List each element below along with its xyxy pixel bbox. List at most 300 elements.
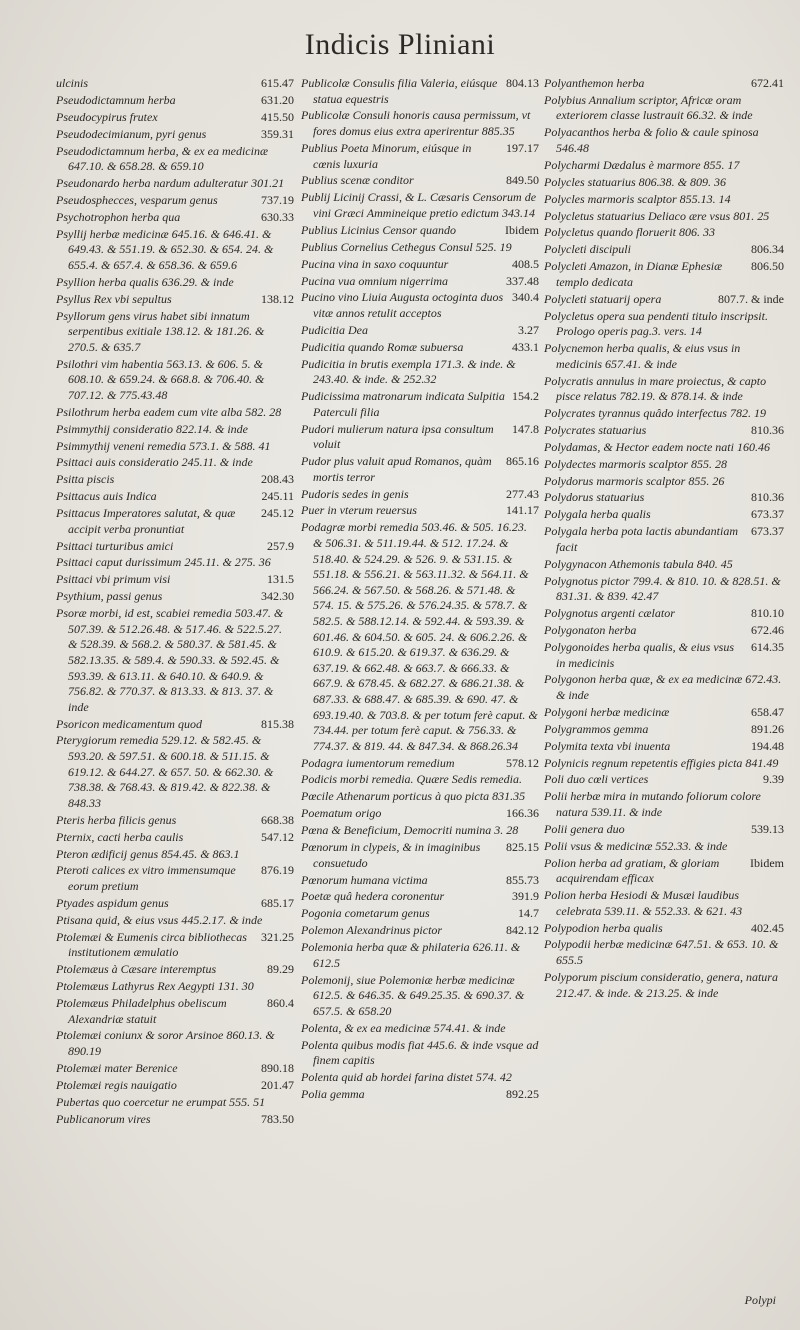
entry-reference: 668.38: [261, 812, 294, 827]
entry-text: Polycratis annulus in mare proiectus, & capto pisce relatus 782.19. & 878.14. & inde: [544, 373, 767, 404]
entry-text: Pudor plus valuit apud Romanos, quàm mortis terror: [301, 454, 492, 484]
entry-reference: 208.43: [261, 472, 294, 487]
entry-reference: 783.50: [261, 1111, 294, 1126]
entry-reference: 277.43: [506, 486, 539, 501]
entry-reference: 138.12: [261, 291, 294, 306]
entry-text: Ptolemæi coniunx & soror Arsinoe 860.13. & 890.19: [56, 1028, 275, 1059]
entry-text: Psittacus Imperatores salutat, & quæ accipit verba pronuntiat: [56, 506, 236, 536]
entry-text: Pogonia cometarum genus: [301, 906, 430, 921]
index-entry: [301, 840, 539, 871]
entry-reference: 614.35: [751, 639, 784, 654]
index-entry: [301, 487, 539, 503]
entry-text: Polynicis regnum repetentis effigies picta 841.49: [544, 755, 779, 770]
entry-text: Polemonij, siue Polemoniæ herbæ medicinæ 612.5. & 646.35. & 649.25.35. & 690.37. & 657.5. & 658.20: [301, 972, 525, 1018]
index-entry: [301, 1038, 539, 1069]
entry-text: Polyporum piscium consideratio, genera, natura 212.47. & inde. & 213.25. & inde: [544, 969, 778, 1000]
index-entry: [301, 190, 539, 221]
entry-reference: 673.37: [751, 507, 784, 522]
entry-text: Pudicissima matronarum indicata Sulpitia Paterculi filia: [301, 389, 505, 419]
entry-reference: 415.50: [261, 109, 294, 124]
entry-text: Ptyades aspidum genus: [56, 895, 169, 910]
entry-reference: 876.19: [261, 863, 294, 878]
index-entry: [544, 640, 784, 671]
entry-text: Publius scenæ conditor: [301, 173, 414, 188]
entry-text: Pudori mulierum natura ipsa consultum voluit: [301, 421, 494, 452]
entry-text: Pucina vina in saxo coquuntur: [301, 256, 449, 271]
index-entry: [544, 856, 784, 887]
index-entry: [301, 1087, 539, 1103]
index-entry: [56, 863, 294, 894]
entry-reference: 547.12: [261, 829, 294, 844]
entry-text: Poetæ quâ hedera coronentur: [301, 889, 445, 904]
index-entry: [301, 173, 539, 189]
index-entry: [544, 242, 784, 258]
entry-text: Polycleti discipuli: [544, 242, 631, 257]
entry-text: Polemonia herba quæ & philateria 626.11. & 612.5: [301, 940, 521, 970]
index-entry: [544, 822, 784, 838]
entry-reference: 842.12: [506, 923, 539, 938]
index-entry: [544, 225, 784, 241]
index-entry: [544, 574, 784, 605]
index-entry: [544, 125, 784, 156]
index-entry: [56, 357, 294, 404]
entry-text: ulcinis: [56, 76, 88, 90]
entry-text: Polii herbæ mira in mutando foliorum colore natura 539.11. & inde: [544, 789, 761, 819]
index-entry: [56, 193, 294, 209]
index-entry: [301, 503, 539, 519]
index-entry: [544, 93, 784, 124]
entry-reference: Ibidem: [505, 222, 539, 237]
entry-reference: 245.11: [261, 489, 294, 504]
index-entry: [544, 76, 784, 92]
entry-reference: 810.10: [751, 606, 784, 621]
entry-text: Polenta, & ex ea medicinæ 574.41. & inde: [301, 1020, 506, 1035]
index-entry: [301, 422, 539, 453]
entry-text: Ptisana quid, & eius vsus 445.2.17. & inde: [56, 912, 263, 927]
entry-text: Polymita texta vbi inuenta: [544, 738, 671, 753]
entry-reference: 806.50: [751, 259, 784, 274]
index-entry: [301, 76, 539, 107]
index-entry: [56, 555, 294, 571]
entry-text: Polydectes marmoris scalptor 855. 28: [544, 456, 727, 471]
entry-text: Polemon Alexandrinus pictor: [301, 923, 443, 938]
index-entry: [56, 896, 294, 912]
index-entry: [544, 772, 784, 788]
entry-text: Publij Licinij Crassi, & L. Cæsaris Censorum de vini Græci Ammineique pretio edictum 343.14: [301, 190, 537, 220]
index-entry: [301, 257, 539, 273]
entry-reference: 340.4: [512, 290, 539, 305]
index-entry: [56, 1028, 294, 1059]
entry-text: Psimmythij veneni remedia 573.1. & 588. 41: [56, 438, 271, 453]
entry-text: Psittaci vbi primum visi: [56, 572, 171, 587]
index-entry: [544, 839, 784, 855]
entry-text: Polygala herba pota lactis abundantiam facit: [544, 524, 738, 554]
entry-reference: 806.34: [751, 242, 784, 257]
entry-text: Pudoris sedes in genis: [301, 486, 409, 501]
index-entry: [544, 970, 784, 1001]
index-entry: [56, 1061, 294, 1077]
entry-text: Psittaci auis consideratio 245.11. & inde: [56, 455, 253, 470]
index-entry: [544, 209, 784, 225]
entry-text: Podicis morbi remedia. Quære Sedis remedia.: [301, 772, 522, 787]
entry-text: Polycrates statuarius: [544, 422, 647, 437]
entry-text: Polydorus statuarius: [544, 490, 645, 505]
entry-text: Podagra iumentorum remedium: [301, 755, 455, 770]
page-header: Indicis Pliniani: [304, 28, 496, 61]
entry-reference: 630.33: [261, 209, 294, 224]
entry-text: Polion herba ad gratiam, & gloriam acquirendam efficax: [544, 855, 720, 886]
index-entry: [544, 490, 784, 506]
index-entry: [544, 722, 784, 738]
index-entry: [56, 309, 294, 356]
entry-reference: 321.25: [261, 929, 294, 944]
index-entry: [301, 389, 539, 420]
index-entry: [301, 772, 539, 788]
index-entry: [301, 290, 539, 321]
index-entry: [56, 405, 294, 421]
entry-text: Polybius Annalium scriptor, Africæ oram exteriorem classe lustrauit 66.32. & inde: [544, 92, 753, 123]
entry-text: Publius Licinius Censor quando: [301, 222, 457, 237]
entry-reference: 391.9: [512, 889, 539, 904]
entry-text: Pseudodictamnum herba: [56, 92, 176, 107]
index-entry: [56, 227, 294, 274]
entry-reference: 810.36: [751, 490, 784, 505]
index-entry: [544, 524, 784, 555]
entry-text: Psyllion herba qualis 636.29. & inde: [56, 274, 234, 289]
index-entry: [301, 906, 539, 922]
index-entry: [301, 889, 539, 905]
index-entry: [56, 1112, 294, 1128]
entry-reference: 631.20: [261, 92, 294, 107]
entry-text: Pœcile Athenarum porticus à quo picta 831.35: [301, 789, 526, 804]
index-entry: [301, 141, 539, 172]
entry-text: Polyanthemon herba: [544, 76, 645, 90]
index-entry: [56, 539, 294, 555]
index-entry: [56, 144, 294, 175]
entry-text: Psimmythij consideratio 822.14. & inde: [56, 421, 248, 436]
index-entry: [544, 406, 784, 422]
index-entry: [544, 672, 784, 703]
entry-text: Polygnotus argenti cælator: [544, 606, 675, 621]
entry-text: Psittaci turturibus amici: [56, 538, 174, 553]
entry-reference: 147.8: [512, 421, 539, 436]
entry-reference: 849.50: [506, 173, 539, 188]
index-entry: [544, 921, 784, 937]
entry-text: Pseudodictamnum herba, & ex ea medicinæ 647.10. & 658.28. & 659.10: [56, 143, 268, 174]
entry-text: Polypodion herba qualis: [544, 920, 663, 935]
entry-text: Psilothrum herba eadem cum vite alba 582. 28: [56, 404, 282, 419]
entry-text: Pteroti calices ex vitro immensumque eorum pretium: [56, 863, 236, 893]
index-entry: [56, 813, 294, 829]
entry-text: Psilothri vim habentia 563.13. & 606. 5. & 608.10. & 659.24. & 668.8. & 706.40. & 707.12. & 775.43.48: [56, 356, 265, 402]
index-entry: [301, 923, 539, 939]
entry-text: Polycletus opera sua pendenti titulo inscripsit. Prologo operis pag.3. vers. 14: [544, 308, 768, 339]
entry-text: Polycleti Amazon, in Dianæ Ephesiæ templo dedicata: [544, 259, 723, 289]
entry-text: Polydorus marmoris scalptor 855. 26: [544, 473, 725, 488]
entry-text: Ptolemæus à Cæsare interemptus: [56, 962, 217, 977]
entry-reference: 14.7: [518, 906, 539, 921]
index-entry: [56, 572, 294, 588]
index-entry: [56, 93, 294, 109]
entry-text: Pucina vua omnium nigerrima: [301, 273, 448, 288]
entry-reference: 673.37: [751, 524, 784, 539]
entry-reference: 815.38: [261, 716, 294, 731]
entry-reference: 685.17: [261, 895, 294, 910]
index-entry: [301, 1021, 539, 1037]
entry-reference: 408.5: [512, 256, 539, 271]
index-entry: [544, 341, 784, 372]
entry-reference: 855.73: [506, 872, 539, 887]
entry-reference: 539.13: [751, 821, 784, 836]
index-entry: [301, 520, 539, 754]
entry-text: Psyllus Rex vbi sepultus: [56, 291, 172, 306]
index-entry: [301, 454, 539, 485]
entry-reference: 3.27: [518, 322, 539, 337]
index-entry: [56, 76, 294, 92]
entry-reference: 141.17: [506, 503, 539, 518]
entry-reference: 201.47: [261, 1077, 294, 1092]
index-entry: [544, 158, 784, 174]
entry-text: Ptolemæus Philadelphus obeliscum Alexandriæ statuit: [56, 995, 227, 1026]
entry-text: Poematum origo: [301, 806, 382, 821]
index-entry: [544, 474, 784, 490]
entry-reference: 342.30: [261, 589, 294, 604]
index-column-1: [56, 76, 294, 1128]
entry-text: Polion herba Hesiodi & Musæi laudibus celebrata 539.11. & 552.33. & 621. 43: [544, 888, 743, 918]
entry-text: Publius Cornelius Cethegus Consul 525. 19: [301, 239, 512, 254]
index-entry: [56, 962, 294, 978]
index-entry: [301, 240, 539, 256]
entry-reference: 166.36: [506, 806, 539, 821]
index-entry: [301, 823, 539, 839]
index-entry: [56, 733, 294, 811]
entry-reference: 433.1: [512, 339, 539, 354]
entry-text: Psythium, passi genus: [56, 589, 163, 604]
entry-text: Ptolemæi & Eumenis circa bibliothecas institutionem æmulatio: [56, 929, 247, 960]
entry-reference: 402.45: [751, 920, 784, 935]
entry-reference: 672.46: [751, 623, 784, 638]
index-entry: [301, 223, 539, 239]
index-entry: [56, 996, 294, 1027]
entry-reference: 89.29: [267, 962, 294, 977]
entry-text: Publicolæ Consulis filia Valeria, eiúsque statua equestris: [301, 76, 498, 106]
index-entry: [544, 457, 784, 473]
entry-text: Pternix, cacti herba caulis: [56, 829, 184, 844]
index-entry: [544, 440, 784, 456]
entry-reference: 154.2: [512, 389, 539, 404]
entry-text: Pubertas quo coercetur ne erumpat 555. 51: [56, 1094, 266, 1109]
index-entry: [544, 507, 784, 523]
entry-text: Pœna & Beneficium, Democriti numina 3. 28: [301, 823, 519, 838]
entry-text: Pseudonardo herba nardum adulteratur 301.21: [56, 176, 285, 191]
index-entry: [544, 789, 784, 820]
entry-reference: 807.7. & inde: [718, 291, 784, 306]
entry-text: Psitta piscis: [56, 472, 115, 487]
entry-reference: 359.31: [261, 126, 294, 141]
index-entry: [56, 422, 294, 438]
entry-text: Poli duo cœli vertices: [544, 772, 649, 787]
entry-text: Polypodii herbæ medicinæ 647.51. & 653. 10. & 655.5: [544, 937, 779, 968]
entry-text: Polygoni herbæ medicinæ: [544, 704, 670, 719]
entry-text: Pudicitia Dea: [301, 322, 368, 337]
entry-text: Polygonaton herba: [544, 623, 637, 638]
entry-reference: 131.5: [267, 572, 294, 587]
index-entry: [56, 110, 294, 126]
entry-reference: 245.12: [261, 506, 294, 521]
entry-text: Pudicitia quando Romæ subuersa: [301, 339, 464, 354]
index-entry: [544, 705, 784, 721]
index-entry: [544, 374, 784, 405]
index-entry: [301, 940, 539, 971]
entry-text: Polygonoides herba qualis, & eius vsus in medicinis: [544, 639, 734, 670]
entry-reference: 197.17: [506, 140, 539, 155]
entry-text: Publius Poeta Minorum, eiúsque in cœnis luxuria: [301, 140, 472, 171]
entry-text: Polycletus quando floruerit 806. 33: [544, 225, 715, 240]
index-entry: [56, 830, 294, 846]
index-entry: [544, 937, 784, 968]
index-columns: [56, 76, 784, 1316]
entry-text: Polycletus statuarius Deliaco ære vsus 801. 25: [544, 208, 770, 223]
entry-reference: 658.47: [751, 704, 784, 719]
index-column-3: [544, 76, 784, 1002]
entry-text: Pucino vino Liuia Augusta octoginta duos vitæ annos retulit acceptos: [301, 290, 504, 320]
entry-text: Pterygiorum remedia 529.12. & 582.45. & 593.20. & 597.51. & 600.18. & 511.15. & 619.12. & 644.27. & 657. 50. & 662.30. & 738.38. & 768.43. & 819.42. & 822.38. & 848.33: [56, 733, 274, 810]
entry-reference: 865.16: [506, 454, 539, 469]
entry-reference: 194.48: [751, 738, 784, 753]
entry-text: Polygnotus pictor 799.4. & 810. 10. & 828.51. & 831.31. & 839. 42.47: [544, 573, 781, 604]
entry-reference: Ibidem: [750, 855, 784, 870]
index-entry: [301, 806, 539, 822]
entry-text: Polycles marmoris scalptor 855.13. 14: [544, 191, 731, 206]
index-entry: [544, 259, 784, 290]
entry-text: Polycles statuarius 806.38. & 809. 36: [544, 174, 726, 189]
index-entry: [301, 274, 539, 290]
index-entry: [301, 973, 539, 1020]
index-entry: [301, 1070, 539, 1086]
entry-text: Psoricon medicamentum quod: [56, 716, 202, 731]
index-entry: [56, 439, 294, 455]
index-entry: [544, 192, 784, 208]
entry-reference: 891.26: [751, 721, 784, 736]
entry-text: Polycrates tyrannus quâdo interfectus 782. 19: [544, 406, 766, 421]
index-entry: [301, 873, 539, 889]
index-entry: [301, 789, 539, 805]
index-entry: [301, 108, 539, 139]
entry-reference: 737.19: [261, 192, 294, 207]
entry-text: Polia gemma: [301, 1086, 365, 1101]
index-entry: [56, 847, 294, 863]
entry-text: Polii genera duo: [544, 821, 625, 836]
entry-text: Polii vsus & medicinæ 552.33. & inde: [544, 838, 728, 853]
entry-text: Psyllorum gens virus habet sibi innatum serpentibus exitiale 138.12. & 181.26. & 270.5. & 635.7: [56, 308, 265, 354]
entry-text: Psyllij herbæ medicinæ 645.16. & 646.41. & 649.43. & 551.19. & 652.30. & 654. 24. & 655.4. & 657.4. & 658.36. & 659.6: [56, 226, 274, 272]
index-entry: [56, 1078, 294, 1094]
index-entry: [56, 589, 294, 605]
entry-text: Pudicitia in brutis exempla 171.3. & inde. & 243.40. & inde. & 252.32: [301, 356, 516, 387]
entry-reference: 615.47: [261, 76, 294, 90]
entry-text: Pteron ædificij genus 854.45. & 863.1: [56, 846, 240, 861]
index-entry: [56, 930, 294, 961]
index-entry: [544, 606, 784, 622]
entry-text: Ptolemæi regis nauigatio: [56, 1077, 177, 1092]
entry-text: Puer in vterum reuersus: [301, 503, 417, 518]
entry-text: Polygala herba qualis: [544, 507, 651, 522]
entry-text: Polenta quid ab hordei farina distet 574. 42: [301, 1070, 512, 1085]
index-entry: [56, 472, 294, 488]
entry-text: Psychotrophon herba qua: [56, 209, 181, 224]
index-entry: [544, 292, 784, 308]
entry-text: Pseudodecimianum, pyri genus: [56, 126, 207, 141]
entry-reference: 804.13: [506, 76, 539, 90]
index-entry: [56, 275, 294, 291]
index-entry: [544, 423, 784, 439]
entry-text: Podagræ morbi remedia 503.46. & 505. 16.23. & 506.31. & 511.19.44. & 512. 17.24. & 518.40. & 524.29. & 526. 9. & 531.15. & 551.18. & 556.21. & 563.11.32. & 564.11. & 566.24. & 567.50. & 568.26. & 571.48. & 574. 15. & 575.26. & 576.24.35. & 578.7. & 582.5. & 588.12.14. & 592.44. & 593.39. & 601.46. & 604.50. & 605. 24. & 606.2.26. & 610.9. & 615.20. & 619.37. & 636.29. & 637.19. & 662.48. & 663.7. & 666.33. & 667.9. & 678.45. & 682.27. & 686.21.38. & 687.33. & 688.47. & 685.39. & 690. 47. & 693.19.40. & 703.8. & per totum ferè caput. & 734.44. per totum ferè caput. & 756.33. & 774.37. & 819. 44. & 847.34. & 868.26.34: [301, 520, 538, 753]
index-entry: [544, 623, 784, 639]
entry-reference: 9.39: [763, 772, 784, 787]
index-entry: [544, 557, 784, 573]
index-entry: [301, 323, 539, 339]
entry-text: Psittacus auis Indica: [56, 489, 157, 504]
index-entry: [56, 1095, 294, 1111]
catchword: Polypi: [744, 1293, 776, 1307]
index-entry: [544, 888, 784, 919]
index-entry: [544, 175, 784, 191]
index-entry: [56, 506, 294, 537]
entry-text: Polygynacon Athemonis tabula 840. 45: [544, 556, 733, 571]
entry-text: Ptolemæi mater Berenice: [56, 1060, 178, 1075]
index-entry: [56, 455, 294, 471]
entry-text: Publicanorum vires: [56, 1111, 151, 1126]
index-entry: [56, 717, 294, 733]
index-column-2: [301, 76, 539, 1104]
entry-reference: 825.15: [506, 840, 539, 855]
entry-text: Polygrammos gemma: [544, 721, 649, 736]
entry-text: Pœnorum in clypeis, & in imaginibus consuetudo: [301, 840, 481, 870]
entry-reference: 892.25: [506, 1086, 539, 1101]
entry-text: Polyacanthos herba & folio & caule spinosa 546.48: [544, 125, 759, 155]
entry-text: Pœnorum humana victima: [301, 872, 428, 887]
index-entry: [301, 357, 539, 388]
index-entry: [301, 756, 539, 772]
index-entry: [56, 127, 294, 143]
index-entry: [56, 176, 294, 192]
entry-text: Pseudocypirus frutex: [56, 109, 158, 124]
entry-reference: 860.4: [267, 995, 294, 1010]
entry-reference: 578.12: [506, 755, 539, 770]
entry-text: Polycnemon herba qualis, & eius vsus in medicinis 657.41. & inde: [544, 341, 741, 371]
entry-reference: 810.36: [751, 422, 784, 437]
entry-text: Polycharmi Dædalus è marmore 855. 17: [544, 157, 740, 172]
index-entry: [544, 739, 784, 755]
index-entry: [56, 979, 294, 995]
entry-text: Pteris herba filicis genus: [56, 812, 177, 827]
entry-reference: 257.9: [267, 538, 294, 553]
entry-text: Psittaci caput durissimum 245.11. & 275. 36: [56, 555, 271, 570]
entry-text: Ptolemæus Lathyrus Rex Aegypti 131. 30: [56, 979, 254, 994]
index-entry: [56, 913, 294, 929]
entry-text: Polycleti statuarij opera: [544, 291, 662, 306]
entry-text: Polydamas, & Hector eadem nocte nati 160.46: [544, 439, 770, 454]
index-entry: [544, 756, 784, 772]
index-entry: [56, 292, 294, 308]
index-entry: [56, 489, 294, 505]
entry-text: Polenta quibus modis fiat 445.6. & inde vsque ad finem capitis: [301, 1037, 539, 1068]
entry-text: Psoræ morbi, id est, scabiei remedia 503.47. & 507.39. & 512.26.48. & 517.46. & 522.5.27. & 528.39. & 568.2. & 580.37. & 581.45. & 582.13.35. & 589.4. & 590.33. & 592.45. & 593.39. & 613.11. & 640.10. & 640.9. & 756.82. & 770.37. & 813.33. & 813. 37. & inde: [56, 606, 284, 714]
index-entry: [544, 309, 784, 340]
entry-text: Polygonon herba quæ, & ex ea medicinæ 672.43. & inde: [544, 672, 782, 702]
entry-reference: 672.41: [751, 76, 784, 90]
entry-reference: 337.48: [506, 273, 539, 288]
